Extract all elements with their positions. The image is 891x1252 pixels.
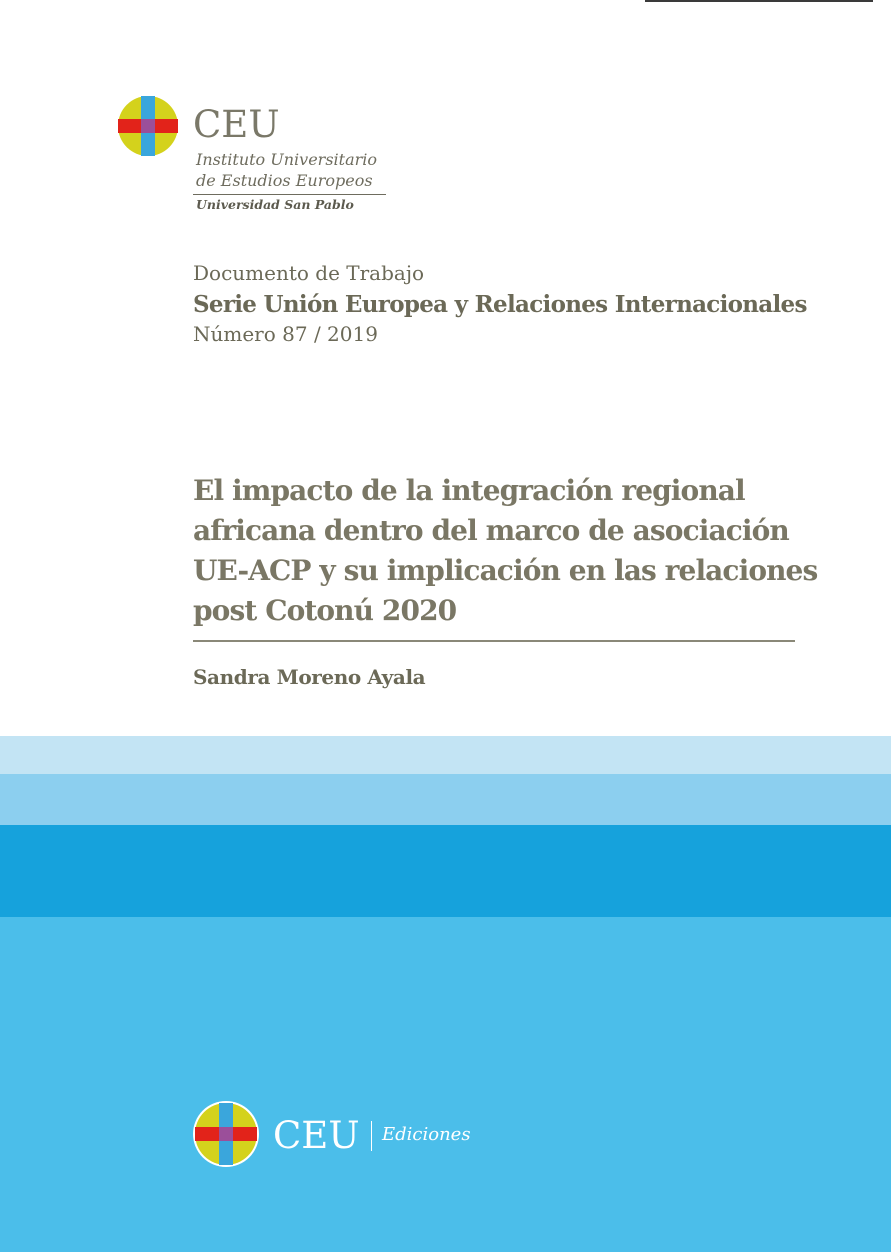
top-edge-rule (645, 0, 873, 2)
ceu-cross-logo-icon (193, 1101, 259, 1167)
issue-number: Número 87 / 2019 (193, 322, 378, 346)
document-type: Documento de Trabajo (193, 261, 425, 285)
publisher-brand: CEU (273, 1114, 360, 1157)
author-name: Sandra Moreno Ayala (193, 665, 426, 689)
institute-divider (193, 194, 386, 195)
title-line: UE-ACP y su implicación en las relaciones (193, 554, 818, 587)
brand-name: CEU (193, 103, 280, 146)
institute-name-line-1: Instituto Universitario (196, 150, 378, 169)
decorative-band-pale (0, 736, 891, 774)
title-divider (193, 640, 795, 642)
university-name: Universidad San Pablo (196, 197, 354, 212)
publisher-separator (371, 1121, 372, 1151)
ceu-cross-logo-icon (118, 96, 178, 156)
publisher-imprint: Ediciones (382, 1124, 471, 1145)
decorative-band-deep (0, 825, 891, 917)
title-line: post Cotonú 2020 (193, 594, 457, 627)
decorative-band-base (0, 917, 891, 1252)
title-line: El impacto de la integración regional (193, 474, 745, 507)
title-line: africana dentro del marco de asociación (193, 514, 789, 547)
series-name: Serie Unión Europea y Relaciones Internacionales (193, 291, 807, 318)
decorative-band-light (0, 774, 891, 825)
institute-name-line-2: de Estudios Europeos (196, 171, 373, 190)
document-title (193, 471, 833, 631)
